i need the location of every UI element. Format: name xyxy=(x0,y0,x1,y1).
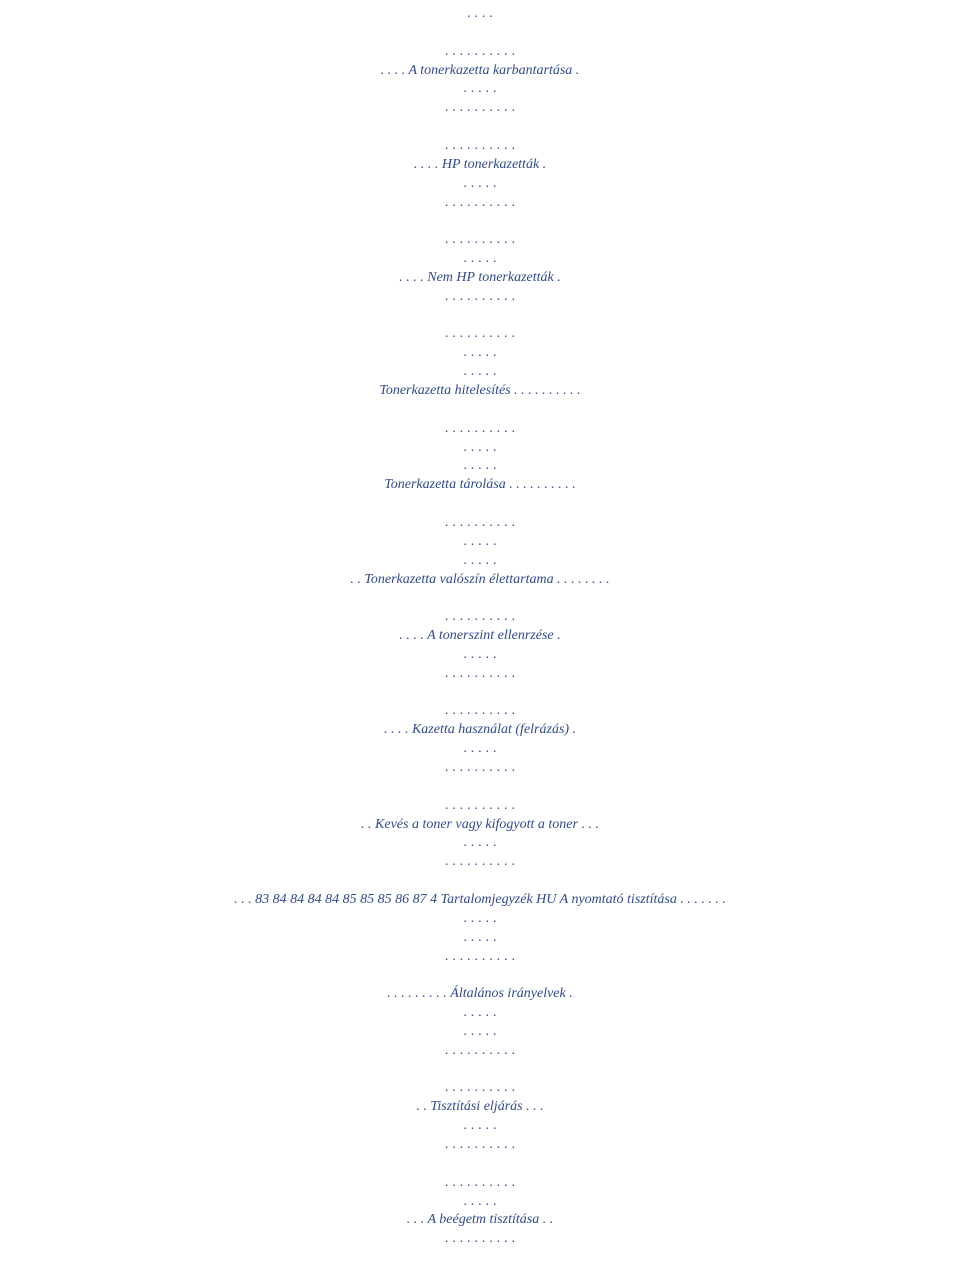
toc-entry[interactable]: . . . . Kazetta használat (felrázás) . xyxy=(383,722,577,738)
toc-leader-dots: . . . . . . . . . . xyxy=(444,797,516,813)
toc-leader-dots: . . . . . xyxy=(463,81,497,97)
toc-leader-dots: . . . . . xyxy=(463,439,497,455)
toc-entry[interactable]: . . . . . . . . . Általános irányelvek . xyxy=(387,986,573,1002)
toc-leader-dots: . . . . . . . . . . xyxy=(444,420,516,436)
toc-leader-dots: . . . . . . . . . . xyxy=(444,854,516,870)
toc-leader-dots: . . . . . . . . . . xyxy=(444,948,516,964)
toc-entry[interactable]: . . Tonerkazetta valószín élettartama . . . . . . . . xyxy=(350,571,610,587)
toc-leader-dots: . . . . xyxy=(467,6,493,21)
toc-leader-dots: . . . . . . . . . . xyxy=(444,1137,516,1152)
toc-leader-dots: . . . . . xyxy=(463,910,497,926)
toc-entry[interactable]: . . . . Nem HP tonerkazetták . xyxy=(399,269,561,285)
toc-leader-dots: . . . . . . . . . . xyxy=(444,1042,516,1058)
toc-leader-dots: . . . . . . . . . . xyxy=(444,760,516,775)
toc-leader-dots: . . . . . . . . . . xyxy=(444,137,516,153)
toc-leader-dots: . . . . . xyxy=(463,1005,497,1021)
toc-leader-dots: . . . . . . . . . . xyxy=(444,194,516,210)
toc-leader-dots: . . . . . xyxy=(463,929,497,945)
toc-leader-dots: . . . . . . . . . . xyxy=(444,665,516,681)
toc-entry[interactable]: . . . . A tonerkazetta karbantartása . xyxy=(380,62,580,78)
toc-entry[interactable]: . . . 83 84 84 84 84 85 85 85 86 87 4 Tartalomjegyzék HU A nyomtató tisztítása . . . . . . . xyxy=(234,891,726,907)
toc-leader-dots: . . . . . . . . . . xyxy=(444,609,516,625)
toc-leader-dots: . . . . . xyxy=(463,251,497,267)
toc-leader-dots: . . . . . xyxy=(463,741,497,757)
toc-leader-dots: . . . . . xyxy=(463,533,497,549)
toc-leader-dots: . . . . . xyxy=(463,1193,497,1209)
toc-entry[interactable]: Tonerkazetta hitelesítés . . . . . . . . . . xyxy=(379,383,581,398)
toc-entry[interactable]: . . Kevés a toner vagy kifogyott a toner . . . xyxy=(361,816,599,832)
toc-leader-dots: . . . . . . . . . . xyxy=(444,288,516,304)
toc-leader-dots: . . . . . . . . . . xyxy=(444,100,516,116)
toc-leader-dots: . . . . . xyxy=(463,458,497,474)
toc-leader-dots: . . . . . . . . . . xyxy=(444,43,516,59)
toc-leader-dots: . . . . . xyxy=(463,1118,497,1134)
toc-leader-dots: . . . . . xyxy=(463,175,497,191)
toc-leader-dots: . . . . . xyxy=(463,345,497,361)
toc-leader-dots: . . . . . xyxy=(463,364,497,380)
toc-leader-dots: . . . . . xyxy=(463,1023,497,1039)
toc-leader-dots: . . . . . . . . . . xyxy=(444,1174,516,1190)
toc-entry[interactable]: Tonerkazetta tárolása . . . . . . . . . . xyxy=(384,477,576,493)
toc-leader-dots: . . . . . . . . . . xyxy=(444,326,516,342)
toc-entry[interactable]: . . Tisztítási eljárás . . . xyxy=(416,1099,544,1115)
toc-leader-dots: . . . . . . . . . . xyxy=(444,514,516,530)
toc-entry[interactable]: . . . . A tonerszint ellenrzése . xyxy=(399,628,561,644)
toc-leader-dots: . . . . . . . . . . xyxy=(444,232,516,248)
toc-entry[interactable]: . . . A beégetm tisztítása . . xyxy=(406,1212,554,1228)
toc-leader-dots: . . . . . . . . . . xyxy=(444,1080,516,1096)
toc-leader-dots: . . . . . xyxy=(463,835,497,851)
toc-leader-dots: . . . . . . . . . . xyxy=(444,703,516,719)
toc-leader-dots: . . . . . . . . . . xyxy=(444,1231,516,1247)
toc-leader-dots: . . . . . xyxy=(463,646,497,662)
toc-entry[interactable]: . . . . HP tonerkazetták . xyxy=(413,156,547,172)
toc-leader-dots: . . . . . xyxy=(463,552,497,568)
